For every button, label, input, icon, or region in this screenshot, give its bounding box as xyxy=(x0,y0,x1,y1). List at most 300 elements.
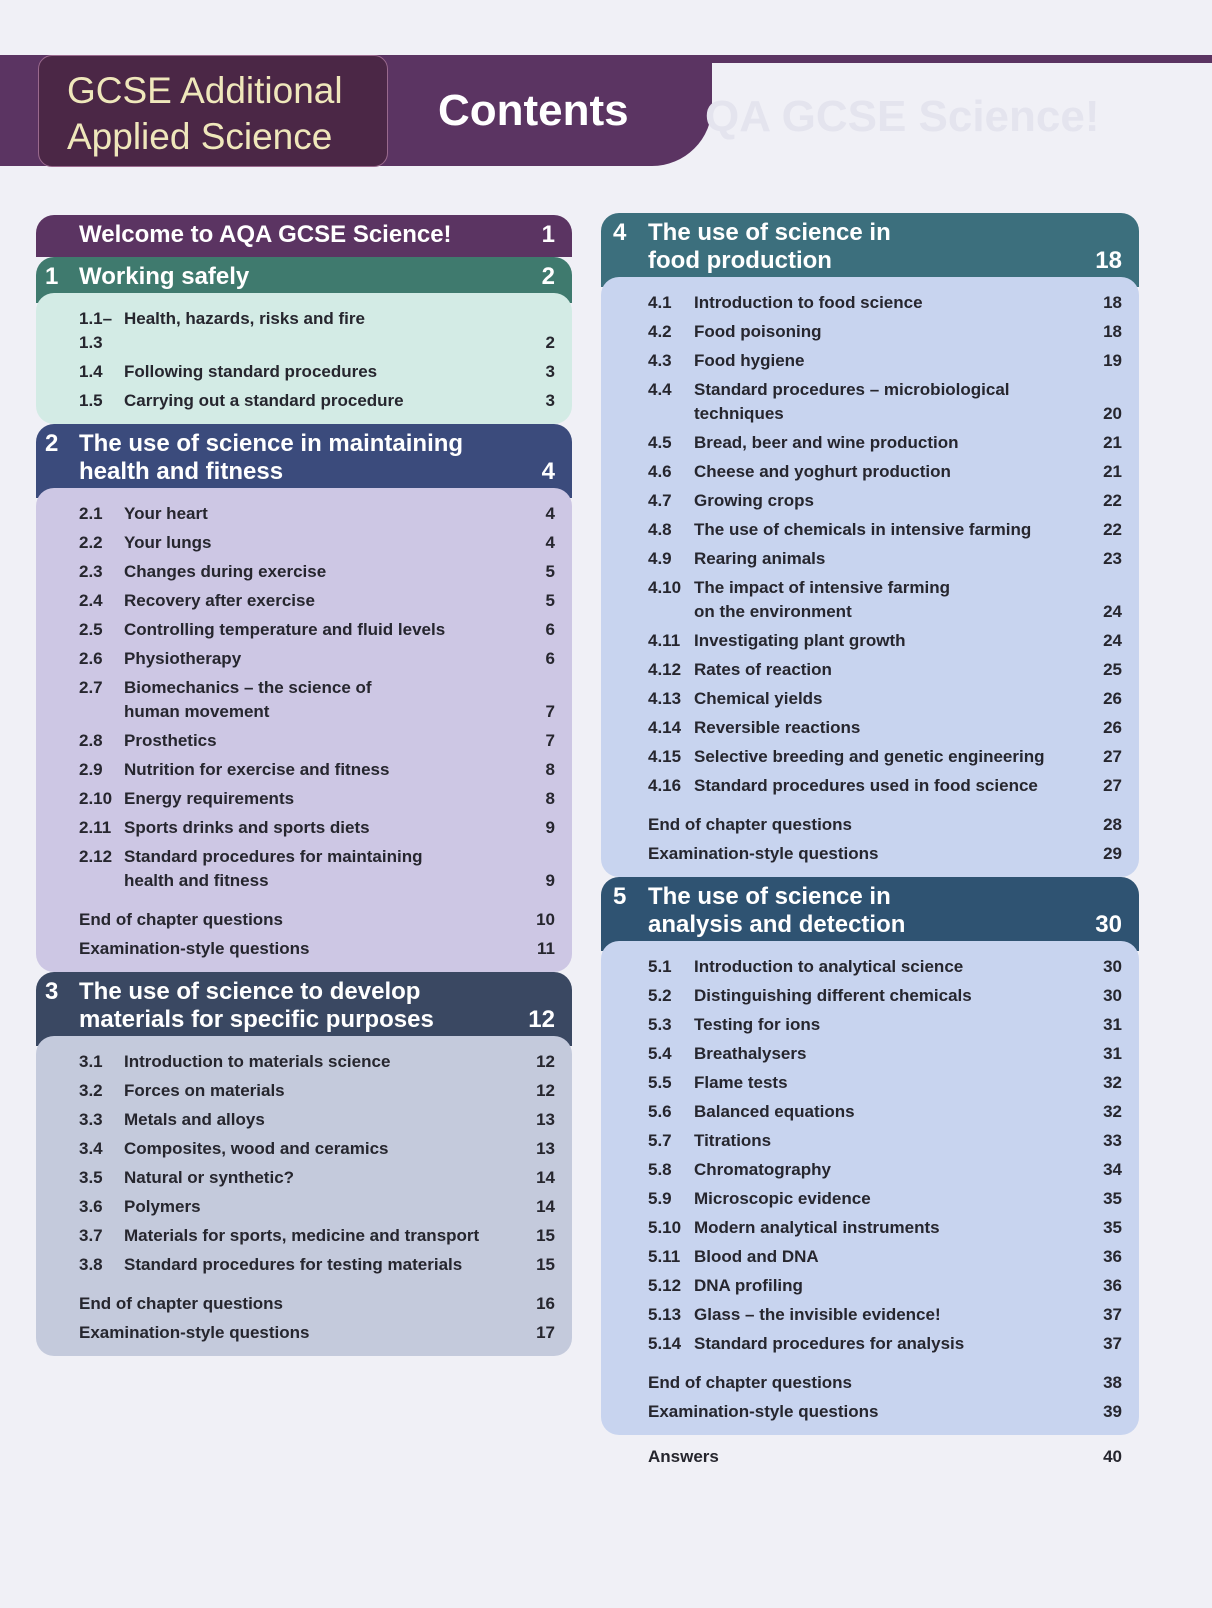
entry-title xyxy=(124,389,540,413)
entry-title: Examination-style questions xyxy=(648,1402,879,1421)
entry-number: 5.8 xyxy=(648,1160,672,1179)
section-title-line: food production xyxy=(648,247,832,274)
toc-extra-entry[interactable] xyxy=(36,1321,572,1350)
toc-entry[interactable] xyxy=(601,1187,1139,1216)
entry-title xyxy=(694,1129,1097,1153)
entry-number: 4.3 xyxy=(648,351,672,370)
toc-entry[interactable] xyxy=(601,1245,1139,1274)
section-page: 18 xyxy=(1095,247,1122,274)
entry-page: 35 xyxy=(1103,1218,1122,1237)
entry-title xyxy=(694,518,1097,542)
entry-title-line: Prosthetics xyxy=(124,731,217,750)
entry-number: 4.7 xyxy=(648,491,672,510)
toc-entry[interactable] xyxy=(601,774,1139,803)
entry-title xyxy=(124,307,540,355)
entry-title-line: Forces on materials xyxy=(124,1081,285,1100)
toc-entry[interactable] xyxy=(601,716,1139,745)
toc-entry[interactable] xyxy=(36,589,572,618)
entry-title: End of chapter questions xyxy=(648,815,853,834)
spacer xyxy=(36,898,572,908)
entry-title-line: Breathalysers xyxy=(694,1044,807,1063)
entry-number: 2.6 xyxy=(79,649,103,668)
entry-title xyxy=(694,687,1097,711)
left-column xyxy=(36,215,572,1356)
entry-title-line: Growing crops xyxy=(694,491,814,510)
entry-title-line: Recovery after exercise xyxy=(124,591,315,610)
entry-number: 4.8 xyxy=(648,520,672,539)
entry-number: 5.5 xyxy=(648,1073,672,1092)
entry-title xyxy=(124,676,540,724)
entry-title: End of chapter questions xyxy=(79,1294,284,1313)
entry-number: 1.5 xyxy=(79,391,103,410)
section-body xyxy=(36,293,572,424)
toc-entry[interactable] xyxy=(36,1050,572,1079)
entry-title-line: Materials for sports, medicine and transport xyxy=(124,1226,480,1245)
entry-title xyxy=(694,745,1097,769)
entry-number: 3.7 xyxy=(79,1226,103,1245)
entry-page: 7 xyxy=(545,702,555,721)
toc-extra-entry[interactable] xyxy=(36,1292,572,1321)
toc-extra-entry[interactable] xyxy=(601,842,1139,871)
entry-page: 39 xyxy=(1103,1402,1122,1421)
entry-number: 5.7 xyxy=(648,1131,672,1150)
entry-title-line: Changes during exercise xyxy=(124,562,327,581)
entry-page: 9 xyxy=(545,818,555,837)
toc-entry[interactable] xyxy=(36,1137,572,1166)
entry-number: 2.11 xyxy=(79,818,112,837)
entry-title xyxy=(124,845,540,893)
entry-page: 36 xyxy=(1103,1247,1122,1266)
entry-page: 28 xyxy=(1103,815,1122,834)
toc-entry[interactable] xyxy=(36,1195,572,1224)
entry-page: 16 xyxy=(536,1294,555,1313)
section-body xyxy=(36,1036,572,1356)
toc-entry[interactable] xyxy=(601,1332,1139,1361)
entry-number: 4.5 xyxy=(648,433,672,452)
section-page: 30 xyxy=(1095,911,1122,938)
section-s2 xyxy=(36,424,572,972)
entry-title xyxy=(694,291,1097,315)
entry-page: 37 xyxy=(1103,1305,1122,1324)
toc-entry[interactable] xyxy=(36,389,572,418)
entry-title-line: Carrying out a standard procedure xyxy=(124,391,404,410)
toc-entry[interactable] xyxy=(36,816,572,845)
entry-title-line: Standard procedures used in food science xyxy=(694,776,1038,795)
entry-title-line: Food poisoning xyxy=(694,322,822,341)
entry-title-line: Nutrition for exercise and fitness xyxy=(124,760,390,779)
entry-title-line: Your lungs xyxy=(124,533,212,552)
toc-entry[interactable] xyxy=(601,955,1139,984)
entry-title-line: Health, hazards, risks and fire xyxy=(124,309,365,328)
entry-title: Examination-style questions xyxy=(79,939,310,958)
section-body xyxy=(601,277,1139,877)
section-welcome xyxy=(36,215,572,257)
entry-number: 2.1 xyxy=(79,504,103,523)
toc-entry[interactable] xyxy=(601,1158,1139,1187)
entry-title-line: Introduction to analytical science xyxy=(694,957,964,976)
toc-entry[interactable] xyxy=(601,1100,1139,1129)
section-number xyxy=(36,221,79,249)
entry-title xyxy=(694,716,1097,740)
section-title-line: analysis and detection xyxy=(648,911,906,938)
entry-title-line: Biomechanics – the science of xyxy=(124,678,372,697)
entry-title-line: Titrations xyxy=(694,1131,772,1150)
entry-page: 32 xyxy=(1103,1073,1122,1092)
toc-entry[interactable] xyxy=(601,629,1139,658)
entry-title xyxy=(694,576,1097,624)
entry-title xyxy=(694,1158,1097,1182)
entry-title-line: Distinguishing different chemicals xyxy=(694,986,972,1005)
entry-page: 17 xyxy=(536,1323,555,1342)
entry-title xyxy=(694,1100,1097,1124)
entry-page: 35 xyxy=(1103,1189,1122,1208)
entry-title-line: Cheese and yoghurt production xyxy=(694,462,951,481)
book-title xyxy=(38,55,388,167)
entry-title: End of chapter questions xyxy=(648,1373,853,1392)
section-title-line: The use of science in xyxy=(648,883,891,910)
toc-entry[interactable] xyxy=(36,758,572,787)
toc-extra-entry[interactable] xyxy=(36,937,572,966)
entry-title-line: Metals and alloys xyxy=(124,1110,265,1129)
entry-title-line: Flame tests xyxy=(694,1073,788,1092)
toc-entry[interactable] xyxy=(601,320,1139,349)
entry-page: 18 xyxy=(1103,293,1122,312)
entry-number: 2.5 xyxy=(79,620,103,639)
entry-title-line: human movement xyxy=(124,702,270,721)
toc-extra-entry[interactable] xyxy=(36,908,572,937)
entry-title xyxy=(124,1137,530,1161)
entry-number: 4.16 xyxy=(648,776,682,795)
section-title-line: The use of science in xyxy=(648,219,891,246)
toc-entry[interactable] xyxy=(36,1079,572,1108)
entry-number: 4.10 xyxy=(648,578,682,597)
entry-number: 5.9 xyxy=(648,1189,672,1208)
section-s3 xyxy=(36,972,572,1356)
entry-page: 5 xyxy=(545,591,555,610)
toc-entry[interactable] xyxy=(36,502,572,531)
section-s5 xyxy=(601,877,1139,1435)
answers-row xyxy=(601,1445,1139,1474)
entry-title-line: on the environment xyxy=(694,602,852,621)
section-title xyxy=(79,221,542,249)
entry-page: 25 xyxy=(1103,660,1122,679)
entry-title: Examination-style questions xyxy=(79,1323,310,1342)
entry-number: 3.5 xyxy=(79,1168,103,1187)
toc-extra-entry[interactable] xyxy=(601,1400,1139,1429)
entry-title xyxy=(124,758,540,782)
entry-number: 3.6 xyxy=(79,1197,103,1216)
entry-page: 29 xyxy=(1103,844,1122,863)
section-title-line: health and fitness xyxy=(79,458,284,485)
toc-entry[interactable] xyxy=(601,1013,1139,1042)
toc-entry[interactable] xyxy=(601,1042,1139,1071)
entry-number: 3.1 xyxy=(79,1052,103,1071)
entry-title: Examination-style questions xyxy=(648,844,879,863)
entry-number: 2.2 xyxy=(79,533,103,552)
spacer xyxy=(36,1282,572,1292)
entry-page: 5 xyxy=(545,562,555,581)
section-header[interactable] xyxy=(601,877,1139,951)
entry-title xyxy=(124,1166,530,1190)
entry-title-line: Selective breeding and genetic engineering xyxy=(694,747,1045,766)
entry-number: 4.11 xyxy=(648,631,681,650)
toc-entry[interactable] xyxy=(601,349,1139,378)
entry-number: 5.4 xyxy=(648,1044,672,1063)
entry-page: 26 xyxy=(1103,718,1122,737)
entry-title xyxy=(694,1245,1097,1269)
entry-page: 14 xyxy=(536,1168,555,1187)
entry-number: 1.4 xyxy=(79,362,103,381)
entry-title-line: Polymers xyxy=(124,1197,201,1216)
entry-page: 31 xyxy=(1103,1044,1122,1063)
toc-entry[interactable] xyxy=(36,1166,572,1195)
toc-entry[interactable] xyxy=(601,518,1139,547)
toc-entry[interactable] xyxy=(601,431,1139,460)
toc-entry[interactable] xyxy=(601,576,1139,629)
toc-entry[interactable] xyxy=(601,378,1139,431)
entry-title xyxy=(694,349,1097,373)
entry-number: 2.8 xyxy=(79,731,103,750)
toc-entry[interactable] xyxy=(601,687,1139,716)
toc-entry[interactable] xyxy=(601,1303,1139,1332)
section-number: 1 xyxy=(45,263,59,290)
entry-title-line: Physiotherapy xyxy=(124,649,242,668)
toc-entry[interactable] xyxy=(601,1216,1139,1245)
entry-title xyxy=(694,629,1097,653)
entry-title xyxy=(694,547,1097,571)
entry-title xyxy=(124,1108,530,1132)
entry-page: 4 xyxy=(545,533,555,552)
toc-entry[interactable] xyxy=(36,560,572,589)
entry-page: 8 xyxy=(545,789,555,808)
entry-page: 3 xyxy=(545,362,555,381)
toc-entry[interactable] xyxy=(36,618,572,647)
section-number: 4 xyxy=(613,219,627,246)
entry-number: 3.3 xyxy=(79,1110,103,1129)
entry-title xyxy=(694,1303,1097,1327)
entry-title-line: Sports drinks and sports diets xyxy=(124,818,370,837)
toc-entry[interactable] xyxy=(36,676,572,729)
entry-title-line: Standard procedures – microbiological xyxy=(694,380,1010,399)
entry-title xyxy=(124,589,540,613)
section-number: 2 xyxy=(45,430,59,457)
entry-page: 27 xyxy=(1103,776,1122,795)
entry-title xyxy=(694,955,1097,979)
entry-page: 3 xyxy=(545,391,555,410)
section-header[interactable] xyxy=(601,213,1139,287)
entry-title xyxy=(694,1042,1097,1066)
entry-page: 4 xyxy=(545,504,555,523)
section-title-line: Welcome to AQA GCSE Science! xyxy=(79,221,452,248)
answers-entry[interactable] xyxy=(601,1445,1139,1474)
entry-number: 5.2 xyxy=(648,986,672,1005)
right-column xyxy=(601,213,1139,1474)
entry-title xyxy=(124,1253,530,1277)
entry-page: 26 xyxy=(1103,689,1122,708)
section-page: 2 xyxy=(541,263,555,290)
toc-entry[interactable] xyxy=(601,291,1139,320)
section-title-line: materials for specific purposes xyxy=(79,1006,434,1033)
toc-entry[interactable] xyxy=(36,1108,572,1137)
entry-page: 10 xyxy=(536,910,555,929)
toc-entry[interactable] xyxy=(601,1129,1139,1158)
entry-title xyxy=(124,647,540,671)
entry-page: 30 xyxy=(1103,957,1122,976)
toc-entry[interactable] xyxy=(36,845,572,898)
entry-title xyxy=(694,320,1097,344)
section-body xyxy=(601,941,1139,1435)
entry-title-line: The use of chemicals in intensive farming xyxy=(694,520,1032,539)
entry-title xyxy=(124,1224,530,1248)
toc-entry[interactable] xyxy=(36,307,572,360)
entry-title-line: Balanced equations xyxy=(694,1102,855,1121)
section-title-line: The use of science to develop xyxy=(79,978,421,1005)
entry-title xyxy=(694,489,1097,513)
entry-title xyxy=(124,1079,530,1103)
entry-title xyxy=(124,531,540,555)
section-number: 5 xyxy=(613,883,627,910)
entry-page: 34 xyxy=(1103,1160,1122,1179)
toc-entry[interactable] xyxy=(36,360,572,389)
entry-page: 6 xyxy=(545,649,555,668)
entry-title xyxy=(694,1071,1097,1095)
section-page: 1 xyxy=(541,221,555,248)
entry-number: 5.1 xyxy=(648,957,672,976)
entry-number: 4.4 xyxy=(648,380,672,399)
entry-title xyxy=(124,1195,530,1219)
toc-entry[interactable] xyxy=(601,1071,1139,1100)
entry-page: 13 xyxy=(536,1110,555,1129)
entry-page: 6 xyxy=(545,620,555,639)
entry-title-line: Controlling temperature and fluid levels xyxy=(124,620,446,639)
section-title xyxy=(79,263,542,291)
entry-number: 2.4 xyxy=(79,591,103,610)
toc-extra-entry[interactable] xyxy=(601,1371,1139,1400)
entry-title-line: Rearing animals xyxy=(694,549,826,568)
entry-title xyxy=(694,1216,1097,1240)
toc-entry[interactable] xyxy=(601,547,1139,576)
entry-title-line: Food hygiene xyxy=(694,351,805,370)
entry-title xyxy=(124,787,540,811)
section-number: 3 xyxy=(45,978,59,1005)
toc-entry[interactable] xyxy=(601,658,1139,687)
entry-title xyxy=(124,1050,530,1074)
entry-title-line: Investigating plant growth xyxy=(694,631,906,650)
entry-page: 32 xyxy=(1103,1102,1122,1121)
entry-title-line: Your heart xyxy=(124,504,208,523)
entry-number: 4.13 xyxy=(648,689,682,708)
entry-number: 4.9 xyxy=(648,549,672,568)
entry-page: 15 xyxy=(536,1255,555,1274)
toc-entry[interactable] xyxy=(36,647,572,676)
entry-title-line: Blood and DNA xyxy=(694,1247,819,1266)
spacer xyxy=(601,803,1139,813)
entry-title-line: Modern analytical instruments xyxy=(694,1218,940,1237)
toc-entry[interactable] xyxy=(36,1253,572,1282)
entry-number: 2.3 xyxy=(79,562,103,581)
entry-number: 5.3 xyxy=(648,1015,672,1034)
section-title xyxy=(648,883,1095,939)
entry-page: 33 xyxy=(1103,1131,1122,1150)
toc-entry[interactable] xyxy=(601,489,1139,518)
section-header[interactable] xyxy=(36,424,572,498)
entry-title-line: Standard procedures for maintaining xyxy=(124,847,423,866)
entry-number: 4.14 xyxy=(648,718,682,737)
entry-page: 22 xyxy=(1103,520,1122,539)
entry-title xyxy=(694,984,1097,1008)
entry-page: 27 xyxy=(1103,747,1122,766)
entry-page: 30 xyxy=(1103,986,1122,1005)
entry-title xyxy=(124,360,540,384)
entry-title-line: Bread, beer and wine production xyxy=(694,433,959,452)
toc-entry[interactable] xyxy=(36,787,572,816)
entry-page: 2 xyxy=(545,333,555,352)
toc-entry[interactable] xyxy=(36,1224,572,1253)
toc-extra-entry[interactable] xyxy=(601,813,1139,842)
toc-entry[interactable] xyxy=(601,460,1139,489)
entry-title xyxy=(694,378,1097,426)
entry-page: 21 xyxy=(1103,462,1122,481)
entry-page: 13 xyxy=(536,1139,555,1158)
entry-page: 20 xyxy=(1103,404,1122,423)
answers-page: 40 xyxy=(1103,1447,1122,1466)
entry-title-line: techniques xyxy=(694,404,784,423)
entry-title-line: Chromatography xyxy=(694,1160,831,1179)
toc-entry[interactable] xyxy=(601,745,1139,774)
toc-entry[interactable] xyxy=(36,531,572,560)
entry-title-line: Microscopic evidence xyxy=(694,1189,871,1208)
entry-number: 2.10 xyxy=(79,789,113,808)
entry-title xyxy=(694,1013,1097,1037)
entry-title: End of chapter questions xyxy=(79,910,284,929)
entry-title-line: Chemical yields xyxy=(694,689,823,708)
entry-number: 3.4 xyxy=(79,1139,103,1158)
book-title-line2: Applied Science xyxy=(67,116,333,157)
section-s4 xyxy=(601,213,1139,877)
entry-title xyxy=(124,729,540,753)
entry-title-line: Rates of reaction xyxy=(694,660,832,679)
entry-number: 5.14 xyxy=(648,1334,682,1353)
entry-number: 2.9 xyxy=(79,760,103,779)
entry-number: 5.11 xyxy=(648,1247,681,1266)
section-header[interactable] xyxy=(36,972,572,1046)
entry-number: 5.6 xyxy=(648,1102,672,1121)
toc-entry[interactable] xyxy=(601,1274,1139,1303)
entry-title-line: The impact of intensive farming xyxy=(694,578,950,597)
book-title-line1: GCSE Additional xyxy=(67,70,343,111)
entry-title xyxy=(124,560,540,584)
entry-page: 12 xyxy=(536,1081,555,1100)
entry-page: 22 xyxy=(1103,491,1122,510)
entry-number: 4.6 xyxy=(648,462,672,481)
entry-title xyxy=(694,1187,1097,1211)
entry-title xyxy=(694,774,1097,798)
entry-number: 3.2 xyxy=(79,1081,103,1100)
toc-entry[interactable] xyxy=(601,984,1139,1013)
toc-entry[interactable] xyxy=(36,729,572,758)
entry-page: 11 xyxy=(537,939,555,958)
entry-title-line: Natural or synthetic? xyxy=(124,1168,295,1187)
entry-number: 4.1 xyxy=(648,293,672,312)
entry-title xyxy=(694,1274,1097,1298)
entry-page: 12 xyxy=(536,1052,555,1071)
entry-title-line: Standard procedures for analysis xyxy=(694,1334,965,1353)
entry-title-line: Standard procedures for testing materials xyxy=(124,1255,463,1274)
entry-page: 19 xyxy=(1103,351,1122,370)
section-title xyxy=(79,430,542,486)
section-header[interactable] xyxy=(36,215,572,257)
entry-page: 18 xyxy=(1103,322,1122,341)
